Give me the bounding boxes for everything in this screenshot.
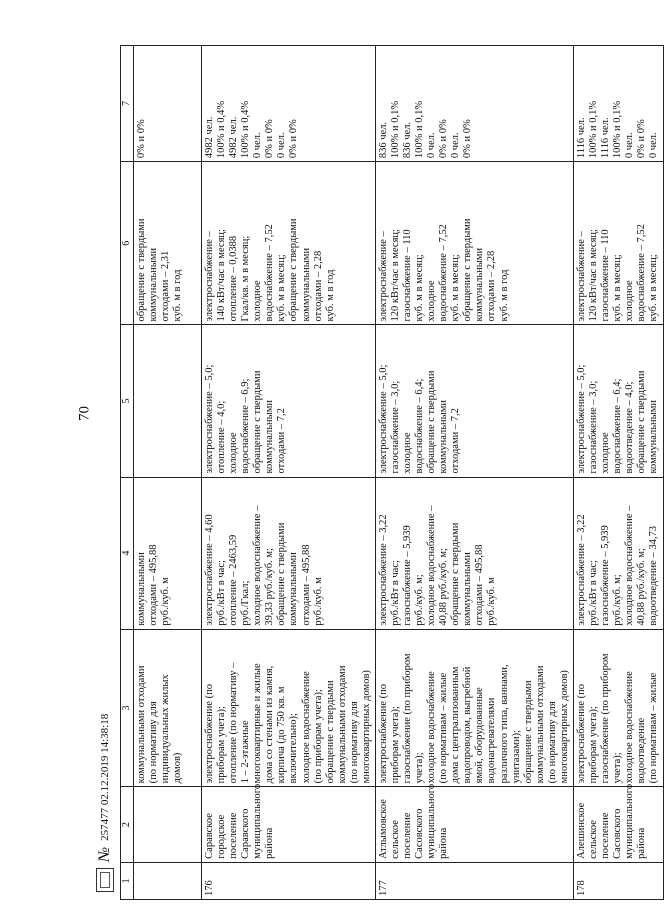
cell-line: куб. м в год [324,269,336,322]
table-cell-col-6 [134,162,202,325]
cell-line: района [264,827,276,859]
cell-line: 0% и 0% [438,119,450,159]
cell-line: водоотведение [636,717,648,784]
table-cell-col-4 [134,477,202,629]
cell-line: района [438,827,450,859]
cell-line: 100% и 0,4% [240,100,252,159]
table-row [375,46,573,900]
cell-line: коммунальными [474,247,486,322]
cell-line: обращение с твердыми [462,218,474,322]
cell-line: приборам учета); [216,706,228,784]
cell-line: холодное [600,432,611,474]
cell-line: холодное [426,280,438,322]
cell-line: водоснабжение – 7,52 [264,224,276,322]
table-cell-col-6 [202,162,376,325]
cell-line: Сасовского [612,808,624,859]
table-cell-col-6 [573,162,663,325]
cell-line: руб./куб. м; [612,574,624,626]
cell-line: коммунальными [136,552,147,626]
cell-line: (по нормативу для [148,701,160,784]
cell-line: руб./кВт в час; [389,560,401,626]
cell-line: электроснабжение – 3,22 [377,514,389,626]
table-cell-col-3 [375,629,573,787]
cell-line: отопление – 4,0; [216,400,228,474]
cell-line: отходами – 495,88 [300,544,312,626]
table-cell-col-5 [202,325,376,477]
table-cell-col-4 [375,477,573,629]
cell-line: водоснабжение – 6,4; [414,378,426,474]
cell-line: 4982 чел. [228,116,240,159]
cell-line: 100% и 0,1% [587,100,599,159]
header-col-3: 3 [121,629,134,787]
cell-line: муниципального [252,783,264,859]
cell-line: Алешинское [575,802,587,859]
cell-line: куб. м в месяц; [414,254,426,322]
cell-line: водоснабжение – 6,4; [612,378,624,474]
cell-line: отопление – 0,0388 [228,235,240,322]
cell-line: водоотведение – 4,0; [624,381,636,474]
stamp-text: 257477 02.12.2019 14:38:18 [99,713,111,841]
cell-line: водоотведение – 34,73 [648,526,660,626]
cell-line: 4982 чел. [204,116,215,159]
table-cell-col-2 [202,783,376,862]
cell-line: коммунальными [462,552,474,626]
cell-line: обращение с твердыми [136,218,147,322]
cell-line: индивидуальных жилых [160,674,172,784]
cell-line: куб. м в месяц; [612,254,624,322]
cell-line: газоснабжение – 5,939 [600,525,611,626]
cell-line: 0 чел. [426,132,438,159]
table-cell-col-2 [573,783,663,862]
cell-line: холодное водоснабжение – [426,505,438,626]
cell-line: 0% и 0% [636,119,648,159]
cell-line: руб./куб. м; [414,574,426,626]
cell-line: водоснабжение – 7,52 [636,224,648,322]
cell-line: обращение с твердыми [276,522,288,626]
cell-line: (по нормативам – жилые [648,672,660,784]
cell-line: отходами – 2,31 [160,250,172,322]
cell-line: 1116 чел. [575,117,587,159]
cell-line: поселение [600,812,611,859]
cell-line: куб. м в месяц; [276,254,288,322]
header-col-5: 5 [121,325,134,477]
table-cell-col-3 [573,629,663,787]
cell-line: сельское [587,820,599,859]
cell-line: (по нормативу для [546,701,558,784]
page-number: 70 [76,406,93,421]
cell-line: коммунальными отходами [336,665,348,784]
header-col-2: 2 [121,787,134,862]
cell-line: электроснабжение – 5,0; [575,364,587,474]
table-cell-col-4 [573,477,663,629]
cell-line: водоснабжение – 7,52 [438,224,450,322]
cell-line: коммунальными [648,400,660,474]
cell-line: отходами – 2,28 [312,250,324,322]
cell-line: многоквартирных домов) [558,670,570,784]
cell-line: обращение с твердыми [288,218,300,322]
cell-line: 0% и 0% [462,119,474,159]
cell-line: (по приборам учета); [312,689,324,784]
cell-line: 0 чел. [276,132,288,159]
table-cell-col-7 [573,46,663,162]
cell-line: коммунальными [438,400,450,474]
cell-line: отопление (по нормативу – [228,662,240,784]
cell-line: кирпича (до 750 кв. м [276,686,288,784]
stamp-mark: № [96,846,113,862]
table-cell-col-3 [134,629,202,787]
cell-line: обращение с твердыми [522,680,534,784]
cell-line: электроснабжение (по [204,683,215,784]
cell-line: коммунальными [288,552,300,626]
cell-line: электроснабжение (по [377,683,389,784]
cell-line: газоснабжение – 110 [600,229,611,322]
header-col-6: 6 [121,162,134,325]
table-cell-col-7 [375,46,573,162]
cell-line: муниципального [426,783,438,859]
cell-line: отходами – 2,28 [486,250,498,322]
cell-line: муниципального [624,783,636,859]
cell-line: 836 чел. [402,121,413,159]
cell-line: 0% и 0% [136,119,147,159]
cell-line: газоснабжение – 3,0; [389,380,401,474]
cell-line: коммунальными [148,247,160,322]
cell-line: ямой, оборудованные [474,687,486,784]
table-cell-col-5 [573,325,663,477]
document-table-container [120,45,660,900]
cell-line: Сасовского [414,808,426,859]
cell-line: коммунальными [264,400,276,474]
table-row [573,46,663,900]
cell-line: обращение с твердыми [636,370,648,474]
cell-line: куб. м в год [172,269,184,322]
cell-line: района [636,827,648,859]
cell-line: водопроводом, выгребной [462,666,474,784]
cell-line: коммунальными [300,247,312,322]
cell-line: дома со стенами из камня, [264,665,276,784]
cell-line: 120 кВт/час в месяц; [389,229,401,322]
cell-line: куб. м в месяц; [648,254,660,322]
cell-line: 836 чел. [377,121,389,159]
cell-line: городское [216,814,228,859]
cell-line: руб./куб. м [312,577,324,626]
cell-line: 1 – 2-этажные [240,720,252,784]
cell-line: Саравское [204,813,215,859]
table-cell-col-7 [202,46,376,162]
cell-line: 0 чел. [252,132,264,159]
cell-line: домов) [172,752,184,784]
table-cell-col-5 [134,325,202,477]
cell-line: куб. м в год [498,269,510,322]
table-cell-col-1: 177 [375,862,573,899]
cell-line: обращение с твердыми [450,522,462,626]
cell-line: 0 чел. [450,132,462,159]
table-cell-col-3 [202,629,376,787]
cell-line: 0% и 0% [264,119,276,159]
cell-line: газоснабжение – 3,0; [587,380,599,474]
cell-line: электроснабжение – 5,0; [377,364,389,474]
cell-line: куб. м в месяц; [450,254,462,322]
registration-stamp [88,662,122,892]
cell-line: электроснабжение – [575,231,587,322]
cell-line: руб./куб. м [486,577,498,626]
cell-line: обращение с твердыми [324,680,336,784]
cell-line: коммунальными отходами [534,665,546,784]
cell-line: газоснабжение (по прибором [402,653,413,784]
cell-line: руб./Гкал; [240,580,252,626]
table-cell-col-1 [134,862,202,899]
cell-line: отопление – 2463,59 [228,534,240,626]
table-cell-col-1: 178 [573,862,663,899]
cell-line: Гкал/кв. м в месяц; [240,235,252,322]
tariff-table [120,45,664,900]
header-col-1: 1 [121,862,134,899]
cell-line: унитазами); [510,729,522,784]
cell-line: электроснабжение – [204,231,215,322]
stamp-icon [96,868,114,892]
table-cell-col-4 [202,477,376,629]
cell-line: отходами – 7,2 [276,408,288,474]
table-cell-col-5 [375,325,573,477]
table-row [134,46,202,900]
cell-line: газоснабжение – 110 [402,229,413,322]
cell-line: 100% и 0,1% [612,100,624,159]
table-row [202,46,376,900]
cell-line: холодное водоснабжение – [252,505,264,626]
cell-line: многоквартирных домов) [360,670,372,784]
cell-line: обращение с твердыми [426,370,438,474]
cell-line: руб./кВт в час; [587,560,599,626]
cell-line: водонагревателями [486,697,498,784]
cell-line: холодное [624,280,636,322]
cell-line: Саравского [240,808,252,859]
cell-line: водоснабжение – 6,9; [240,378,252,474]
cell-line: 100% и 0,4% [216,100,228,159]
cell-line: 40,88 руб./куб. м; [636,548,648,626]
cell-line: руб./куб. м [160,577,172,626]
cell-line: многоквартирные и жилые [252,663,264,784]
cell-line: сельское [389,820,401,859]
cell-line: (по нормативам – жилые [438,672,450,784]
header-col-4: 4 [121,477,134,629]
cell-line: 100% и 0,1% [414,100,426,159]
cell-line: электроснабжение (по [575,683,587,784]
cell-line: 0 чел. [648,132,660,159]
cell-line: электроснабжение – 3,22 [575,514,587,626]
cell-line: коммунальными отходами [136,665,147,784]
cell-line: 1116 чел. [600,117,611,159]
cell-line: холодное водоснабжение [300,671,312,784]
table-cell-col-6 [375,162,573,325]
cell-line: дома с централизованным [450,666,462,784]
cell-line: холодное водоснабжение – [624,505,636,626]
cell-line: холодное [402,432,413,474]
cell-line: поселение [402,812,413,859]
cell-line: руб./кВт в час; [216,560,228,626]
table-cell-col-2 [375,783,573,862]
table-cell-col-1: 176 [202,862,376,899]
cell-line: 100% и 0,1% [389,100,401,159]
cell-line: газоснабжение – 5,939 [402,525,413,626]
cell-line: отходами – 7,2 [450,408,462,474]
cell-line: отходами – 495,88 [474,544,486,626]
cell-line: приборам учета); [389,706,401,784]
cell-line: электроснабжение – [377,231,389,322]
header-row [121,46,134,900]
cell-line: 140 кВт/час в месяц; [216,229,228,322]
cell-line: 0% и 0% [288,119,300,159]
cell-line: приборам учета); [587,706,599,784]
cell-line: электроснабжение – 5,0; [204,364,215,474]
cell-line: газоснабжение (по прибором [600,653,611,784]
cell-line: (по нормативу для [348,701,360,784]
cell-line: 40,88 руб./куб. м; [438,548,450,626]
header-col-7: 7 [121,46,134,162]
cell-line: учета); [414,752,426,784]
cell-line: холодное [252,280,264,322]
cell-line: поселение [228,812,240,859]
cell-line: 39,33 руб./куб. м; [264,548,276,626]
cell-line: электроснабжение – 4,60 [204,514,215,626]
cell-line: различного типа, ваннами, [498,664,510,784]
cell-line: отходами – 495,88 [148,544,160,626]
cell-line: учета); [612,752,624,784]
cell-line: холодное водоснабжение [624,671,636,784]
cell-line: 120 кВт/час в месяц; [587,229,599,322]
cell-line: Атлымовское [377,799,389,859]
cell-line: 0 чел. [624,132,636,159]
cell-line: холодное водоснабжение [426,671,438,784]
table-cell-col-7 [134,46,202,162]
cell-line: включительно); [288,713,300,784]
table-cell-col-2 [134,787,202,862]
cell-line: холодное [228,432,240,474]
cell-line: обращение с твердыми [252,370,264,474]
